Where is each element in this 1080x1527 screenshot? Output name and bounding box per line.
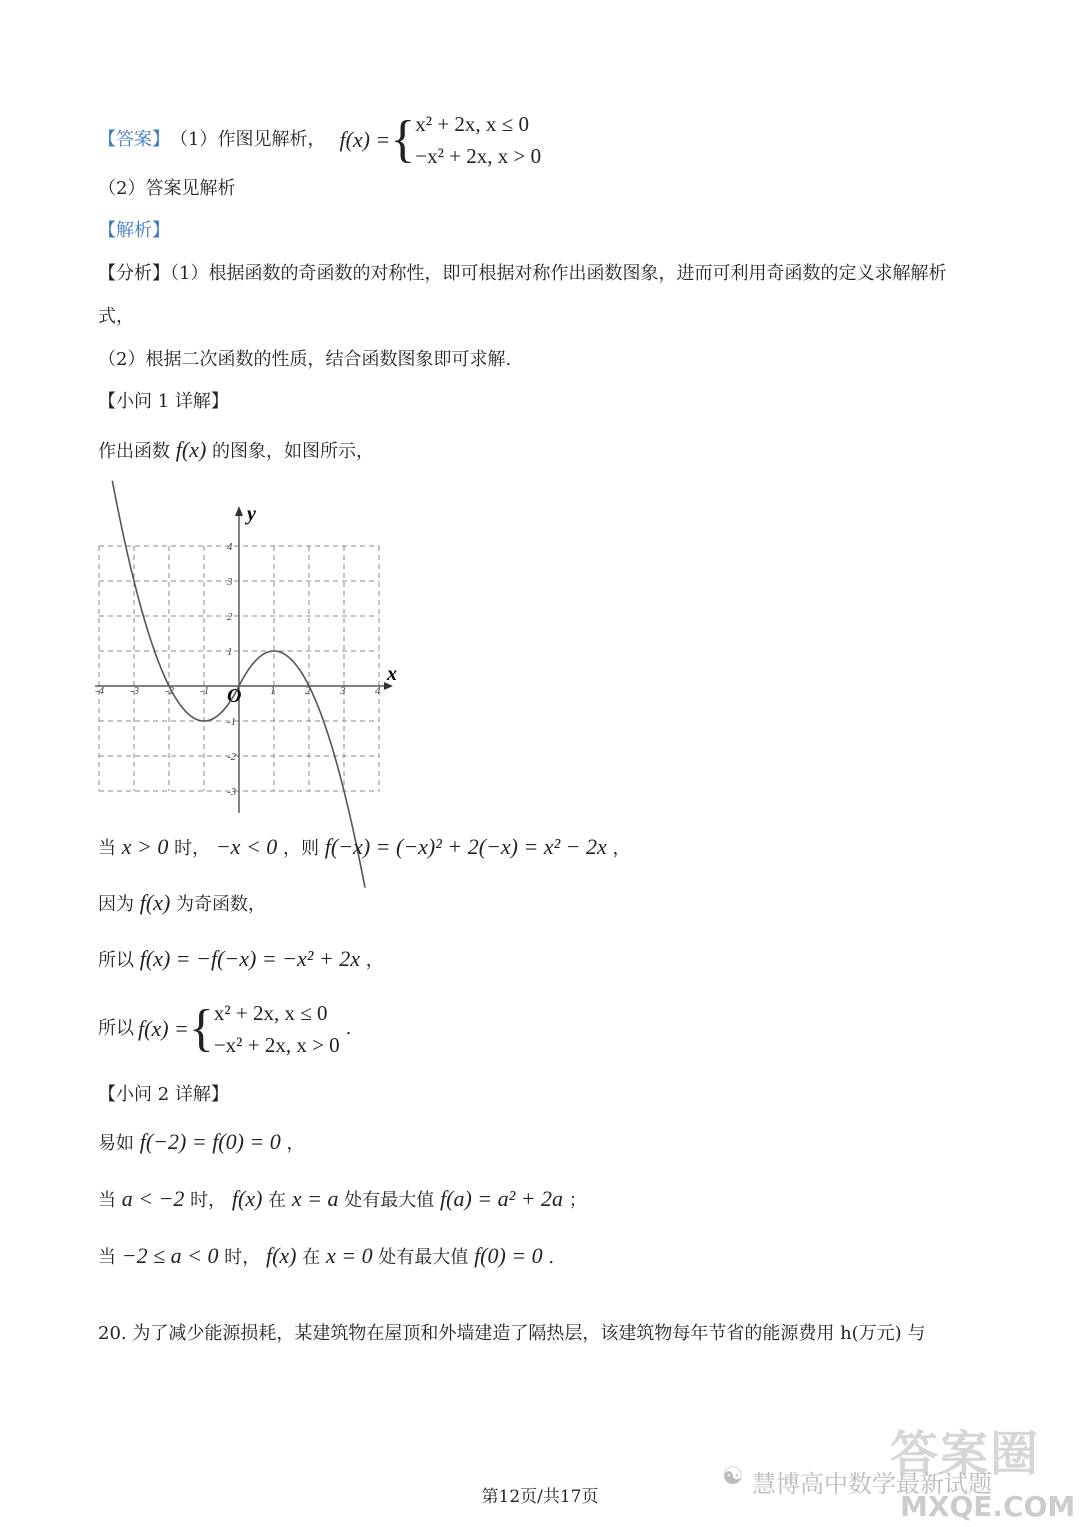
y-axis-arrow (235, 506, 243, 516)
q2-c1-max: 处有最大值 (344, 1190, 435, 1211)
x-tick-label: 3 (340, 685, 346, 697)
q1-when-neg: −x < 0 (215, 834, 278, 859)
q1-because-post: 为奇函数， (176, 894, 266, 915)
q2-easy-eq: f(−2) = f(0) = 0 (139, 1129, 281, 1154)
watermark-text: 慧博高中数学最新试题 (752, 1470, 992, 1498)
q1-so2-cases (214, 997, 340, 1061)
axes (95, 503, 397, 813)
y-axis-label: y (247, 503, 256, 525)
origin-label: O (227, 685, 242, 707)
q1-draw-post: 的图象，如图所示， (212, 441, 374, 462)
q1-when-line (98, 833, 631, 863)
tick-labels (95, 541, 381, 798)
wechat-icon: ☯ (722, 1462, 744, 1490)
q2-c1-at: 在 (268, 1190, 287, 1211)
y-tick-label: 3 (227, 576, 233, 588)
q1-so2-end: . (345, 1018, 352, 1039)
q2-title: 【小问 2 详解】 (98, 1084, 229, 1105)
x-tick-label: -1 (200, 685, 210, 697)
q2-c2-x0: x = 0 (325, 1243, 373, 1268)
q1-when-end: ， (612, 838, 631, 859)
answer-part2: （2）答案见解析 (98, 178, 236, 199)
q1-because-line (98, 889, 266, 919)
analysis-line1: 【分析】（1）根据函数的奇函数的对称性，即可根据对称作出函数图象，进而可利用奇函数的定义求解解析 (98, 263, 947, 284)
function-graph (95, 483, 408, 813)
q2-c1-xa: x = a (291, 1186, 339, 1211)
answer-case1: x² + 2x, x ≤ 0 (415, 112, 529, 136)
q2-c2-pre: 当 (98, 1247, 116, 1268)
q2-c2-fx: f(x) (265, 1243, 297, 1268)
y-tick-label: -2 (227, 751, 237, 763)
q1-when-mid: 时， (174, 838, 211, 859)
q1-draw-fx: f(x) (175, 437, 207, 462)
q2-c1-fx: f(x) (231, 1186, 263, 1211)
q2-c2-at: 在 (302, 1247, 321, 1268)
q1-so1-eq: f(x) = −f(−x) = −x² + 2x (139, 946, 360, 971)
answer-tag: 【答案】 (98, 129, 170, 150)
x-tick-label: -3 (130, 685, 140, 697)
q1-title: 【小问 1 详解】 (98, 391, 229, 412)
q2-case1-line (98, 1185, 587, 1215)
answer-case2: −x² + 2x, x > 0 (415, 144, 542, 168)
q2-c2-end: . (548, 1247, 555, 1268)
q2-c2-max: 处有最大值 (378, 1247, 469, 1268)
q2-c1-mid: 时， (190, 1190, 227, 1211)
q2-c2-mid: 时， (224, 1247, 261, 1268)
x-tick-label: 1 (270, 685, 276, 697)
y-tick-label: -1 (227, 716, 237, 728)
q1-so1-end: ， (365, 950, 384, 971)
q2-case2-line (98, 1242, 554, 1272)
x-tick-label: -2 (165, 685, 175, 697)
q1-so2-case2: −x² + 2x, x > 0 (213, 1033, 340, 1057)
q2-c1-cond: a < −2 (121, 1186, 185, 1211)
q2-easy-end: ， (286, 1133, 305, 1154)
x-tick-label: -4 (95, 685, 105, 697)
q1-so2-brace: { (188, 1000, 214, 1057)
q1-so1-line (98, 945, 384, 975)
answer-cases (415, 108, 541, 172)
analysis-line2: 式， (98, 306, 134, 327)
analysis-tag: 【解析】 (98, 220, 170, 241)
problem-20: 20. 为了减少能源损耗，某建筑物在屋顶和外墙建造了隔热层，该建筑物每年节省的能源费用 h(万元) 与 (98, 1323, 926, 1344)
q2-c2-val: f(0) = 0 (474, 1243, 543, 1268)
q1-when-eq: f(−x) = (−x)² + 2(−x) = x² − 2x (324, 834, 607, 859)
answer-func: f(x) = (339, 127, 391, 152)
x-axis-label: x (387, 663, 397, 685)
y-tick-label: 4 (227, 541, 233, 553)
q1-so2-line (98, 997, 351, 1061)
q1-draw-pre: 作出函数 (98, 441, 170, 462)
q2-c2-cond: −2 ≤ a < 0 (121, 1243, 219, 1268)
q2-c1-pre: 当 (98, 1190, 116, 1211)
q1-when-cond: x > 0 (121, 834, 169, 859)
x-tick-label: 4 (375, 685, 381, 697)
watermark-site: MXQE.COM (900, 1490, 1076, 1523)
q1-because-fx: f(x) (139, 890, 171, 915)
q1-draw-line (98, 436, 374, 466)
analysis-line3: （2）根据二次函数的性质，结合函数图象即可求解. (98, 349, 512, 370)
q2-easy-pre: 易如 (98, 1133, 134, 1154)
answer-line (98, 108, 541, 172)
q1-because-pre: 因为 (98, 894, 134, 915)
q2-easy-line (98, 1128, 305, 1158)
q1-so2-case1: x² + 2x, x ≤ 0 (213, 1001, 328, 1025)
q1-so2-pre: 所以 (98, 1018, 134, 1039)
x-tick-label: 2 (305, 685, 311, 697)
watermark-logo: 答案圈 (890, 1426, 1041, 1482)
q1-so2-func: f(x) = (138, 1016, 189, 1041)
q2-c1-val: f(a) = a² + 2a (440, 1186, 564, 1211)
page-footer: 第12页/共17页 (481, 1487, 599, 1507)
y-tick-label: -3 (227, 786, 237, 798)
answer-part1: （1）作图见解析， (170, 129, 326, 150)
q1-when-pre: 当 (98, 838, 116, 859)
q2-c1-end: ； (568, 1190, 587, 1211)
y-tick-label: 1 (227, 646, 233, 658)
q1-when-then: ，则 (283, 838, 320, 859)
y-tick-label: 2 (227, 611, 233, 623)
answer-brace: { (390, 111, 416, 168)
q1-so1-pre: 所以 (98, 950, 134, 971)
